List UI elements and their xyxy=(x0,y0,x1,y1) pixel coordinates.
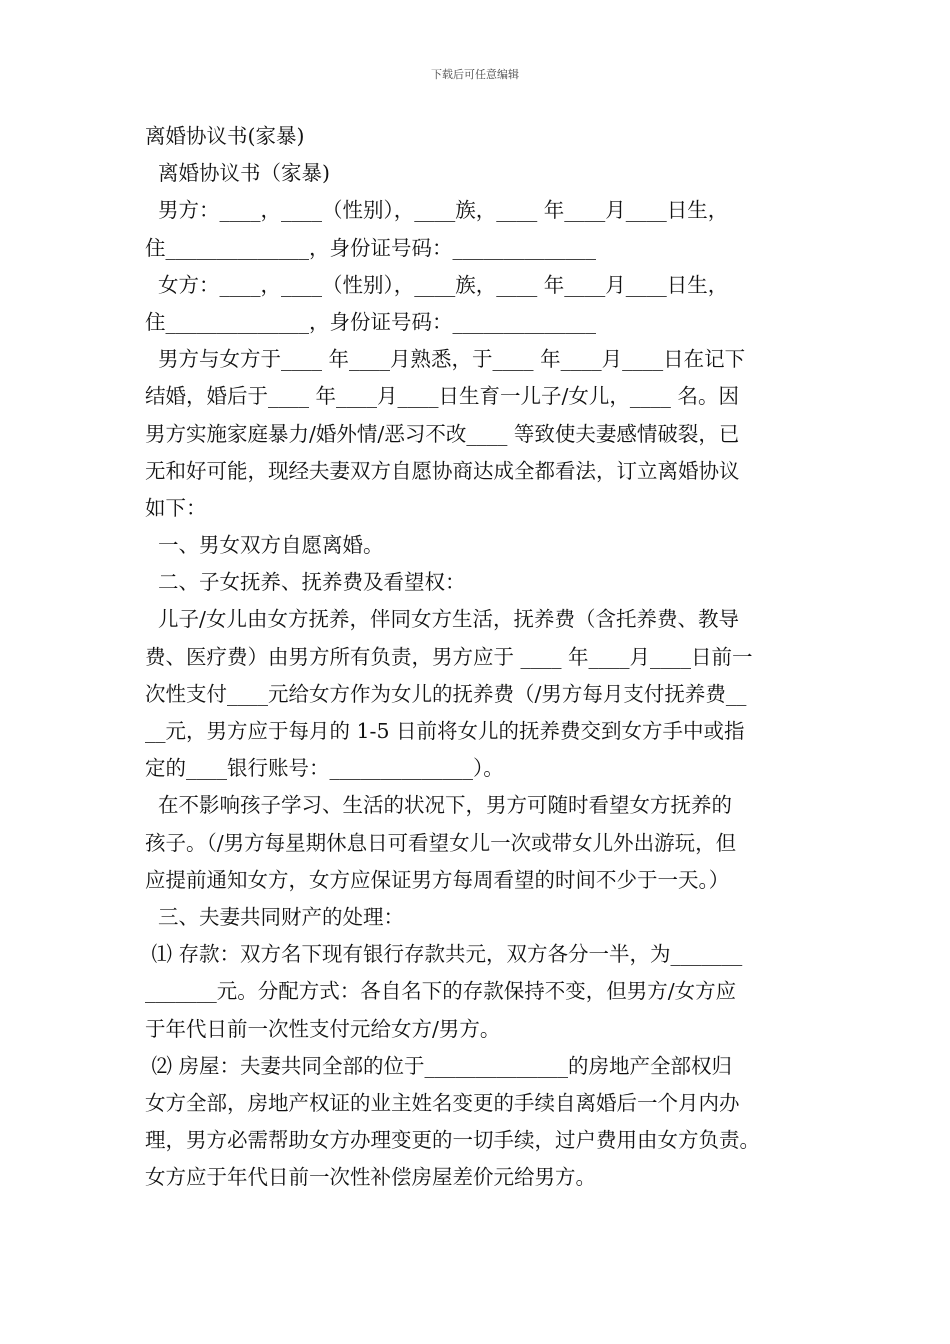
text-line: 住______________，身份证号码：______________ xyxy=(145,309,596,334)
text-line: 结婚，婚后于____ 年____月____日生育一儿子/女儿，____ 名。因 xyxy=(145,384,739,409)
text-line: 理，男方必需帮助女方办理变更的一切手续，过户费用由女方负责。 xyxy=(145,1128,760,1153)
text-line: _______元。分配方式：各自名下的存款保持不变，但男方/女方应 xyxy=(145,979,737,1004)
text-line: ⑴ 存款：双方名下现有银行存款共元，双方各分一半，为_______ xyxy=(145,942,743,967)
section-heading: 一、男女双方自愿离婚。 xyxy=(145,533,384,558)
text-line: 定的____银行账号：______________）。 xyxy=(145,756,504,781)
text-line: 孩子。（/男方每星期休息日可看望女儿一次或带女儿外出游玩，但 xyxy=(145,830,737,855)
doc-title: 离婚协议书(家暴) xyxy=(145,124,305,148)
text-line: 女方应于年代日前一次性补偿房屋差价元给男方。 xyxy=(145,1165,596,1190)
text-line: 应提前通知女方，女方应保证男方每周看望的时间不少于一天。） xyxy=(145,867,730,892)
text-line: __元，男方应于每月的 1-5 日前将女儿的抚养费交到女方手中或指 xyxy=(145,719,745,743)
text-line: 儿子/女儿由女方抚养，伴同女方生活，抚养费（含托养费、教导 xyxy=(145,607,739,632)
page-header: 下载后可任意编辑 xyxy=(431,68,519,81)
text-line: 女方：____，____（性别），____族，____ 年____月____日生， xyxy=(145,272,729,297)
text-line: 男方与女方于____ 年____月熟悉，于____ 年____月____日在记下 xyxy=(145,347,746,372)
text-line: 男方：____，____（性别），____族，____ 年____月____日生， xyxy=(145,198,729,223)
document-body xyxy=(145,118,813,1196)
text-line: 无和好可能，现经夫妻双方自愿协商达成全都看法，订立离婚协议 xyxy=(145,458,740,483)
text-line: ⑵ 房屋：夫妻共同全部的位于______________的房地产全部权归 xyxy=(145,1053,733,1078)
section-heading: 二、子女抚养、抚养费及看望权： xyxy=(145,570,466,595)
text-line: 于年代日前一次性支付元给女方/男方。 xyxy=(145,1016,501,1041)
section-heading: 三、夫妻共同财产的处理： xyxy=(145,904,405,929)
text-line: 次性支付____元给女方作为女儿的抚养费（/男方每月支付抚养费__ xyxy=(145,681,747,706)
text-line: 费、医疗费）由男方所有负责，男方应于 ____ 年____月____日前一 xyxy=(145,644,753,669)
text-line: 男方实施家庭暴力/婚外情/恶习不改____ 等致使夫妻感情破裂，已 xyxy=(145,421,740,446)
text-line: 在不影响孩子学习、生活的状况下，男方可随时看望女方抚养的 xyxy=(145,793,733,818)
text-line: 住______________，身份证号码：______________ xyxy=(145,235,596,260)
doc-subtitle: 离婚协议书（家暴) xyxy=(145,161,331,186)
text-line: 如下： xyxy=(145,495,207,520)
text-line: 女方全部，房地产权证的业主姓名变更的手续自离婚后一个月内办 xyxy=(145,1090,740,1115)
